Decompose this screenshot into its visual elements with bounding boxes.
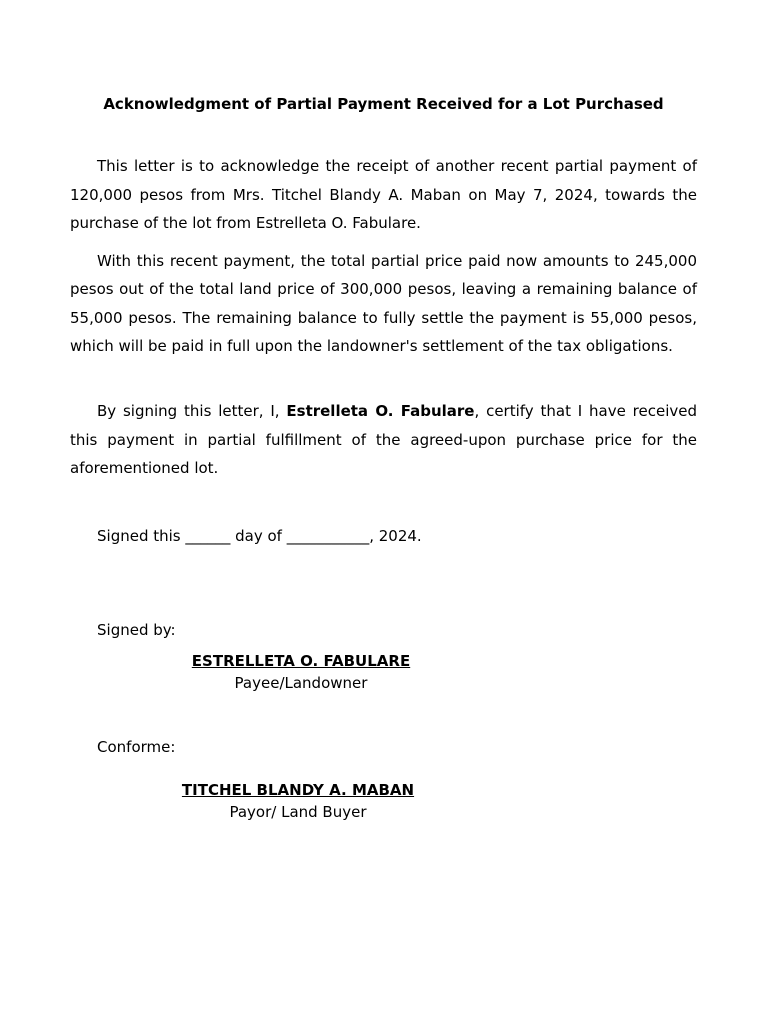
payee-name: ESTRELLETA O. FABULARE	[191, 652, 411, 670]
payee-role: Payee/Landowner	[234, 674, 368, 692]
signed-by-label: Signed by:	[97, 621, 176, 639]
paragraph-certification	[70, 397, 697, 483]
payee-signature-block	[178, 650, 424, 694]
certification-suffix: , certify that I have received this payment in partial fulfillment of the agreed-upon purchase price for the aforementioned lot.	[70, 402, 697, 477]
paragraph-balance: With this recent payment, the total partial price paid now amounts to 245,000 pesos out of the total land price of 300,000 pesos, leaving a remaining balance of 55,000 pesos. The remaining balance to fully settle the payment is 55,000 pesos, which will be paid in full upon the landowner's settlement of the tax obligations.	[70, 251, 697, 355]
payor-name: TITCHEL BLANDY A. MABAN	[181, 781, 415, 799]
conforme-label: Conforme:	[97, 738, 176, 756]
certification-prefix: By signing this letter, I,	[97, 402, 287, 420]
paragraph-payment-receipt: This letter is to acknowledge the receipt of another recent partial payment of 120,000 pesos from Mrs. Titchel Blandy A. Maban on May 7, 2024, towards the purchase of the lot from Estrelleta O. Fabulare.	[70, 157, 697, 232]
signed-date-line: Signed this ______ day of ___________, 2024.	[97, 527, 422, 545]
certifier-name: Estrelleta O. Fabulare	[286, 402, 475, 420]
document-title: Acknowledgment of Partial Payment Received for a Lot Purchased	[103, 95, 664, 113]
payor-signature-block	[178, 779, 418, 823]
payor-role: Payor/ Land Buyer	[229, 803, 367, 821]
